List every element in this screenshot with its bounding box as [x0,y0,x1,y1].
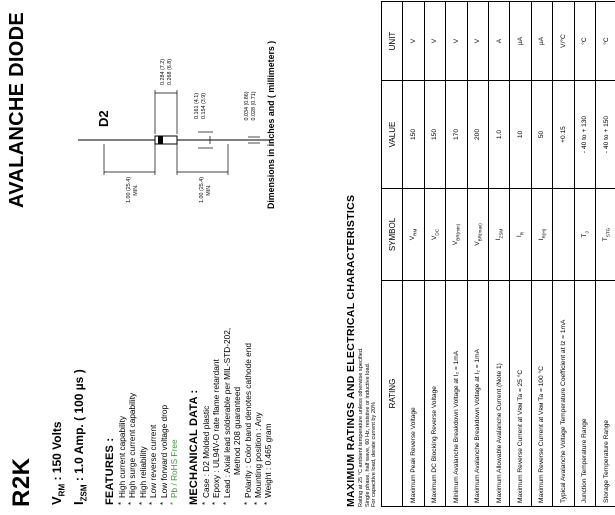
dim-lead-right-line2: MIN. [206,184,212,196]
feature-item: * Low forward voltage drop [159,393,169,505]
symbol-cell [595,189,615,281]
col-header-value: VALUE [382,81,403,189]
part-number: R2K [8,457,35,507]
value-cell: 10 [510,81,531,189]
rating-cell: Maximum Avalanche Breakdown Voltage at I₂ = 1mA [467,281,488,507]
mechanical-item: * Case : D2 Molded plastic [201,328,211,505]
col-header-rating: RATING [382,281,403,507]
col-header-unit: UNIT [382,2,403,81]
dim-body-length-line2: 0.268 (6.8) [167,58,173,86]
symbol-cell [403,189,424,281]
dim-lead-dia-line1: 0.034 (0.86) [244,91,250,121]
table-row [467,2,488,507]
unit-cell: V/°C [553,2,574,81]
symbol-text: V [409,235,417,241]
symbol-text: V [473,241,481,246]
mechanical-heading: MECHANICAL DATA : [188,389,200,505]
symbol-cell [424,189,445,281]
feature-item: * Low reverse current [148,393,158,505]
value-cell: 50 [531,81,552,189]
izsm-subscript: ZSM [79,484,89,502]
mechanical-list [201,328,274,505]
value-cell: 170 [446,81,467,189]
rating-cell: Junction Temperature Range [574,281,595,507]
table-note: Rating at 25 °C ambient temperature unless otherwise specified. [358,347,364,507]
symbol-subscript: RM [412,228,418,236]
dim-body-length-line1: 0.284 (7.2) [160,58,166,86]
table-row [553,2,574,507]
rating-cell: Maximum Peak Reverse Voltage [403,281,424,507]
unit-cell: V [424,2,445,81]
table-row [446,2,467,507]
cathode-band [158,136,163,144]
vrm-value: : 150 Volts [50,421,64,484]
symbol-text: T [601,237,609,242]
unit-cell: µA [510,2,531,81]
izsm-symbol: I [71,501,87,505]
dimensions-note: Dimensions in inches and ( millimeters ) [266,40,276,209]
symbol-subscript: BR(min) [455,223,461,241]
dim-body-dia-line2: 0.154 (3.9) [201,92,207,120]
rating-cell: Maximum Allowable Avalanche Current (Note 1) [488,281,509,507]
table-row [488,2,509,507]
rating-cell: Maximum DC Blocking Reverse Voltage [424,281,445,507]
mechanical-item: * Weight : 0.465 gram [263,328,273,505]
symbol-cell [553,189,574,281]
unit-cell: µA [531,2,552,81]
dim-lead-right-line1: 1.00 (25.4) [199,176,205,204]
mechanical-item-cont: Method 208 guaranteed [232,386,243,475]
package-label: D2 [96,110,111,127]
dim-lead-left-line2: MIN. [133,184,139,196]
symbol-subscript: ZSM [498,228,504,239]
key-ratings [48,369,93,505]
value-cell: - 40 to + 150 [595,81,615,189]
table-note: For capacitive load, derate current by 20% [371,401,377,507]
mechanical-item: * Lead : Axial lead solderable per MIL-STD-202, [222,328,232,505]
col-header-symbol: SYMBOL [382,189,403,281]
value-cell: 200 [467,81,488,189]
ratings-table [381,1,615,507]
table-row [531,2,552,507]
symbol-cell [574,189,595,281]
symbol-text: T [580,233,588,238]
symbol-text: I [516,235,524,238]
table-row [403,2,424,507]
value-cell: 1.0 [488,81,509,189]
symbol-subscript: J [583,231,589,234]
ratings-table-notes [358,347,378,507]
symbol-subscript: STG [605,227,611,238]
symbol-text: V [452,240,460,246]
dim-lead-left-line1: 1.00 (25.4) [126,176,132,204]
features-heading: FEATURES : [104,437,116,505]
table-row [510,2,531,507]
mechanical-item: * Polarity : Color band denotes cathode end [243,328,253,505]
vrm-rating [48,369,70,505]
table-note: Single phase, half wave, 60 Hz, resistive or inductive load. [364,362,371,507]
izsm-rating [70,369,92,505]
vrm-symbol: V [49,496,64,505]
table-row [424,2,445,507]
symbol-cell [446,189,467,281]
value-cell: 150 [424,81,445,189]
symbol-text: I [537,238,545,241]
mechanical-item: * Mounting position : Any [253,328,263,505]
dim-body-dia-line1: 0.161 (4.1) [194,92,200,120]
rating-cell: Storage Temperature Range [595,281,615,507]
page-title: AVALANCHE DIODE [6,12,28,208]
rating-cell: Maximum Reverse Current at Vʀᴍ Ta = 25 °C [510,281,531,507]
mechanical-item: * Epoxy : UL94V-O rate flame retardant [211,328,221,505]
symbol-cell [488,189,509,281]
feature-item: * High surge current capability [127,393,137,505]
table-header-row [382,2,403,507]
value-cell: 150 [403,81,424,189]
ratings-table-heading: MAXIMUM RATINGS AND ELECTRICAL CHARACTERISTICS [345,194,357,507]
rating-cell: Maximum Reverse Current at Vʀᴍ Ta = 100 °C [531,281,552,507]
symbol-text: I [494,238,502,241]
symbol-subscript: DC [434,228,440,236]
value-cell: +0.15 [553,81,574,189]
package-outline-diagram [48,5,288,230]
izsm-value: : 1.0 Amp. ( 100 µs ) [72,369,87,485]
unit-cell: V [467,2,488,81]
rating-cell: Typical Avalanche Voltage Temperature Coefficient at Iz = 1mA [553,281,574,507]
value-cell: - 40 to + 130 [574,81,595,189]
symbol-subscript: R [519,231,525,236]
rating-cell: Minimum Avalanche Breakdown Voltage at I₂ = 1mA [446,281,467,507]
unit-cell: V [446,2,467,81]
symbol-cell [531,189,552,281]
symbol-subscript: BR(max) [476,223,482,242]
symbol-text: V [430,235,438,241]
vrm-subscript: RM [57,483,67,497]
table-row [595,2,615,507]
unit-cell: V [403,2,424,81]
feature-item: * High reliability [138,393,148,505]
symbol-subscript: R(H) [541,228,547,239]
feature-item: * High current capability [117,393,127,505]
unit-cell: A [488,2,509,81]
unit-cell: °C [595,2,615,81]
features-list [117,393,179,505]
symbol-cell [510,189,531,281]
table-row [574,2,595,507]
feature-item-rohs: * Pb / RoHS Free [169,393,179,505]
dim-lead-dia-line2: 0.028 (0.71) [251,91,257,121]
symbol-cell [467,189,488,281]
unit-cell: °C [574,2,595,81]
